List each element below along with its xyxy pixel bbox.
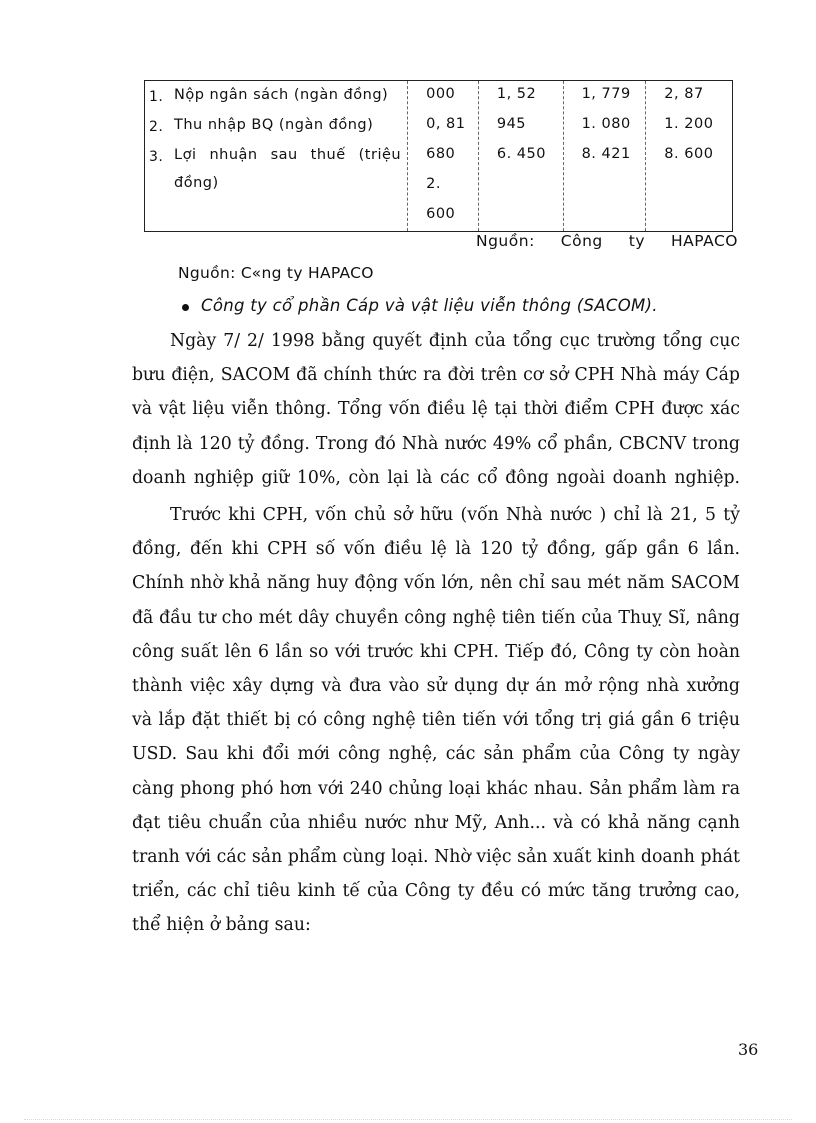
table-column-value-3 (564, 81, 647, 231)
bullet-heading-text: Công ty cổ phần Cáp và vật liệu viễn thông (SACOM). (201, 296, 658, 315)
table-column-indicator (145, 81, 408, 231)
row-label: Lợi nhuận sau thuế (triệu (174, 147, 402, 163)
table-cell: 2. (426, 176, 441, 192)
table-cell: 6. 450 (496, 146, 546, 162)
table-cell: 8. 600 (664, 146, 714, 162)
text-line: thể hiện ở bảng sau: (132, 915, 311, 936)
bottom-divider (24, 1119, 792, 1120)
table-cell: 600 (426, 206, 456, 222)
table-source-note: Nguồn: Công ty HAPACO (476, 232, 738, 250)
table-column-value-2 (479, 81, 564, 231)
table-cell: 1. 200 (664, 116, 714, 132)
table-column-value-1 (408, 81, 479, 231)
table-cell: 1. 080 (581, 116, 631, 132)
table-cell: 1, 779 (581, 86, 631, 102)
section-bullet-heading (182, 296, 658, 315)
row-label-continued: đồng) (174, 175, 219, 191)
row-label: Nộp ngân sách (ngàn đồng) (174, 87, 389, 103)
text-line: Trước khi CPH, vốn chủ sở hữu (vốn Nhà nước ) chỉ là 21, 5 tỷ (170, 505, 740, 525)
text-line: USD. Sau khi đổi mới công nghệ, các sản phẩm của Công ty ngày (132, 744, 740, 765)
table-cell: 945 (496, 116, 527, 132)
table-column-value-4 (646, 81, 732, 231)
text-line: Chính nhờ khả năng huy động vốn lớn, nên chỉ sau mét năm SACOM (132, 573, 740, 594)
paragraph-2 (132, 498, 740, 943)
bullet-icon (182, 304, 189, 311)
row-number: 2. (149, 119, 164, 135)
text-line: công suất lên 6 lần so với trước khi CPH. Tiếp đó, Công ty còn hoàn (132, 641, 740, 662)
text-line: đồng, đến khi CPH số vốn điều lệ là 120 tỷ đồng, gấp gần 6 lần. (132, 539, 740, 560)
text-line: bưu điện, SACOM đã chính thức ra đời trên cơ sở CPH Nhà máy Cáp (132, 365, 740, 386)
row-number: 3. (149, 149, 164, 165)
table-cell: 000 (426, 86, 456, 102)
table-cell: 8. 421 (581, 146, 631, 162)
text-line: định là 120 tỷ đồng. Trong đó Nhà nước 49% cổ phần, CBCNV trong (132, 433, 740, 454)
text-line: tranh với các sản phẩm cùng loại. Nhờ việc sản xuất kinh doanh phát (132, 847, 740, 868)
text-line: triển, các chỉ tiêu kinh tế của Công ty đều có mức tăng trưởng cao, (132, 881, 740, 902)
indicator-table (144, 80, 733, 232)
text-line: đạt tiêu chuẩn của nhiều nước như Mỹ, Anh... và có khả năng cạnh (132, 812, 740, 833)
row-label: Thu nhập BQ (ngàn đồng) (174, 117, 374, 133)
table-cell: 680 (426, 146, 456, 162)
page-number: 36 (738, 1040, 759, 1059)
text-line: doanh nghiệp giữ 10%, còn lại là các cổ đông ngoài doanh nghiệp. (132, 467, 740, 488)
text-line: Ngày 7/ 2/ 1998 bằng quyết định của tổng cục trường tổng cục (170, 331, 740, 351)
source-note: Nguồn: C«ng ty HAPACO (178, 264, 374, 282)
text-line: càng phong phó hơn với 240 chủng loại khác nhau. Sản phẩm làm ra (132, 778, 740, 799)
table-cell: 0, 81 (426, 116, 466, 132)
table-cell: 2, 87 (664, 86, 704, 102)
text-line: và vật liệu viễn thông. Tổng vốn điều lệ tại thời điểm CPH được xác (132, 399, 740, 420)
text-line: đã đầu tư cho mét dây chuyền công nghệ tiên tiến của Thuỵ Sĩ, nâng (132, 607, 740, 628)
text-line: thành việc xây dựng và đưa vào sử dụng dự án mở rộng nhà xưởng (132, 676, 740, 697)
table-cell: 1, 52 (496, 86, 537, 102)
row-number: 1. (149, 89, 164, 105)
paragraph-1 (132, 324, 740, 495)
text-line: và lắp đặt thiết bị có công nghệ tiên tiến với tổng trị giá gần 6 triệu (132, 710, 740, 731)
